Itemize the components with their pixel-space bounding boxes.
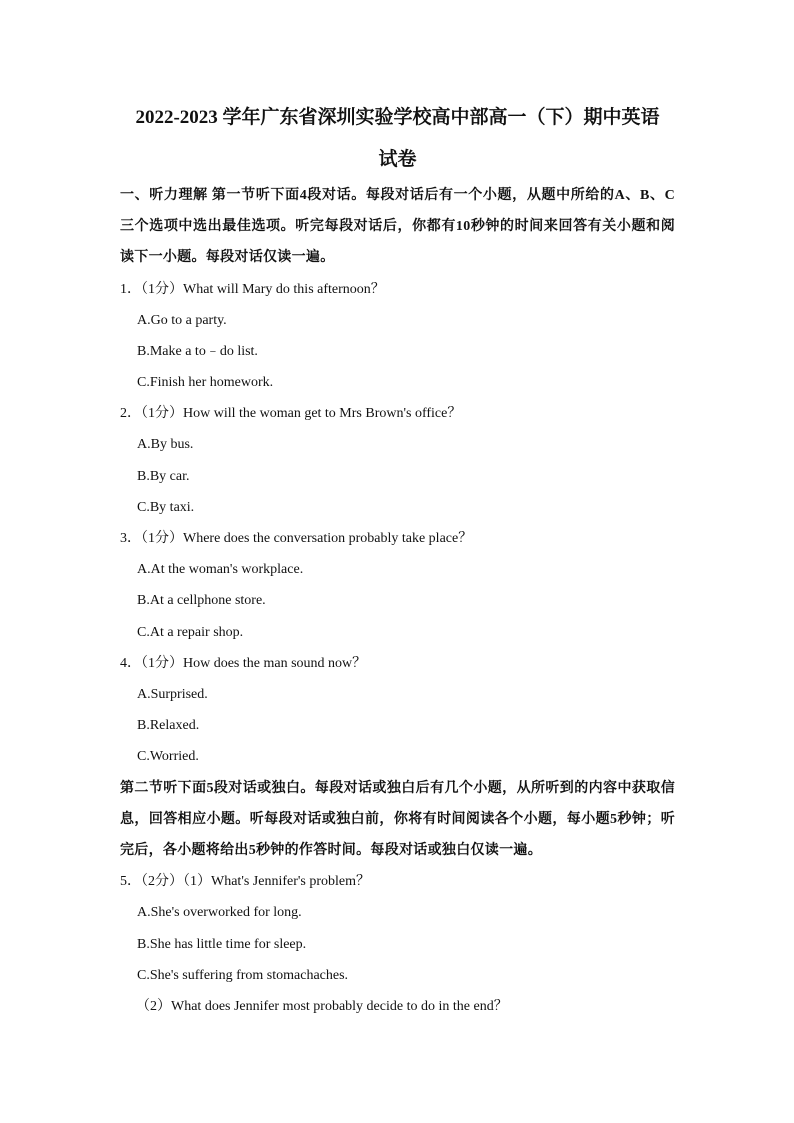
section-2-instructions: 第二节听下面5段对话或独白。每段对话或独白后有几个小题，从所听到的内容中获取信息，回答相应小题。听每段对话或独白前，你将有时间阅读各个小题，每小题5秒钟；听完后，各小题将给出5秒钟的作答时间。每段对话或独白仅读一遍。	[120, 781, 675, 858]
exam-title-line-1: 2022-2023 学年广东省深圳实验学校高中部高一（下）期中英语	[135, 107, 660, 128]
question-5-stem: 5．（2分）（1）What's Jennifer's problem？	[120, 874, 371, 889]
question-4-option-a: A.Surprised.	[137, 687, 208, 702]
section-1-instructions: 一、听力理解 第一节听下面4段对话。每段对话后有一个小题，从题中所给的A、B、C三个选项中选出最佳选项。听完每段对话后，你都有10秒钟的时间来回答有关小题和阅读下一小题。每段对话仅读一遍。	[120, 188, 675, 265]
question-2-option-a: A.By bus.	[137, 437, 194, 452]
question-1-option-a: A.Go to a party.	[137, 313, 227, 328]
question-2-stem: 2．（1分）How will the woman get to Mrs Brown's office？	[120, 406, 462, 421]
question-3-option-c: C.At a repair shop.	[137, 625, 244, 640]
question-5-sub-2-stem: （2）What does Jennifer most probably decide to do in the end？	[136, 999, 508, 1014]
question-5-option-c: C.She's suffering from stomachaches.	[137, 968, 349, 983]
question-3-option-b: B.At a cellphone store.	[137, 593, 266, 608]
question-1-option-b: B.Make a to﹣do list.	[137, 344, 258, 359]
question-1-option-c: C.Finish her homework.	[137, 375, 274, 390]
question-5-option-b: B.She has little time for sleep.	[137, 937, 307, 952]
question-4-option-b: B.Relaxed.	[137, 718, 200, 733]
question-3-stem: 3．（1分）Where does the conversation probably take place？	[120, 531, 473, 546]
exam-title-line-2: 试卷	[378, 149, 417, 170]
question-2-option-c: C.By taxi.	[137, 500, 195, 515]
question-1-stem: 1．（1分）What will Mary do this afternoon？	[120, 282, 385, 297]
question-4-option-c: C.Worried.	[137, 749, 199, 764]
question-5-option-a: A.She's overworked for long.	[137, 905, 302, 920]
question-4-stem: 4．（1分）How does the man sound now？	[120, 656, 367, 671]
question-3-option-a: A.At the woman's workplace.	[137, 562, 304, 577]
question-2-option-b: B.By car.	[137, 469, 190, 484]
